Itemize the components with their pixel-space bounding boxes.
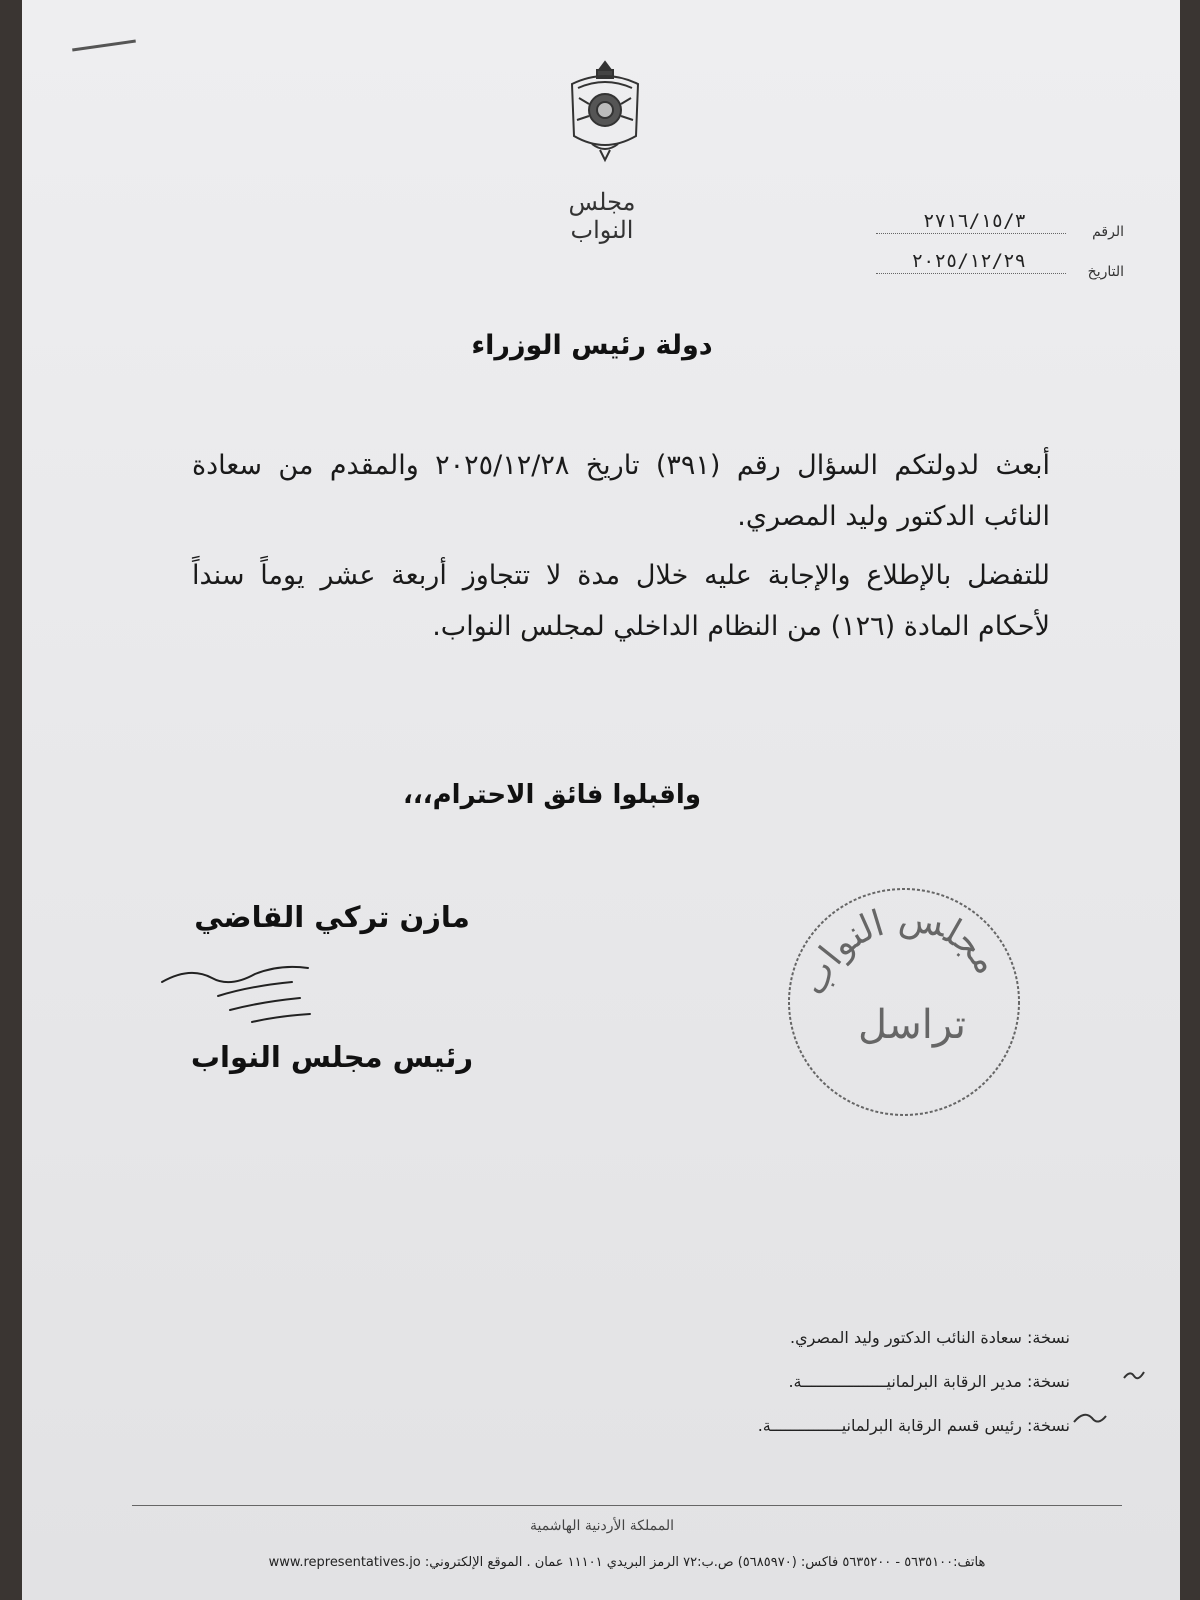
stamp-top-text: مجلس النواب xyxy=(792,897,1008,1002)
copy-line-2: نسخة: مدير الرقابة البرلمانيــــــــــــــــــة. xyxy=(788,1372,1070,1391)
paragraph-1: أبعث لدولتكم السؤال رقم (٣٩١) تاريخ ٢٠٢٥/١٢/٢٨ والمقدم من سعادة النائب الدكتور وليد المصري. xyxy=(192,450,1051,532)
parliament-logo-text: مجلس النواب xyxy=(568,188,636,244)
letter-page xyxy=(22,0,1180,1600)
reference-value: ٢٧١٦/١٥/٣ xyxy=(923,210,1026,232)
handwritten-signature-icon xyxy=(160,960,320,1030)
svg-text:مجلس النواب xyxy=(793,897,1008,1001)
signer-title: رئيس مجلس النواب xyxy=(190,1040,474,1074)
footer-logo-text: المملكة الأردنية الهاشمية xyxy=(529,1518,675,1534)
reference-underline xyxy=(876,233,1066,234)
addressee: دولة رئيس الوزراء xyxy=(471,330,713,361)
signer-name: مازن تركي القاضي xyxy=(194,900,470,934)
reference-row xyxy=(864,204,1124,240)
handwritten-tick-icon xyxy=(1122,1366,1148,1386)
copy-line-1: نسخة: سعادة النائب الدكتور وليد المصري. xyxy=(789,1328,1070,1347)
date-value: ٢٠٢٥/١٢/٢٩ xyxy=(911,250,1026,272)
paragraph-2: للتفضل بالإطلاع والإجابة عليه خلال مدة لا تتجاوز أربعة عشر يوماً سنداً لأحكام المادة (١٢٦) من النظام الداخلي لمجلس النواب. xyxy=(192,560,1050,642)
footer-contact-info: هاتف:٥٦٣٥١٠٠ - ٥٦٣٥٢٠٠ فاكس: (٥٦٨٥٩٧٠) ص.ب:٧٢ الرمز البريدي ١١١٠١ عمان . الموقع الإلكتروني: www.representatives.jo xyxy=(268,1555,986,1570)
date-underline xyxy=(876,273,1066,274)
pen-mark xyxy=(72,40,136,52)
coat-of-arms-icon xyxy=(562,58,648,170)
date-row xyxy=(864,244,1124,280)
date-label: التاريخ xyxy=(1087,264,1124,280)
closing-phrase: واقبلوا فائق الاحترام،،، xyxy=(402,780,702,810)
official-stamp xyxy=(772,880,1032,1120)
reference-label: الرقم xyxy=(1092,224,1124,240)
copy-line-3: نسخة: رئيس قسم الرقابة البرلمانيـــــــــــــــة. xyxy=(757,1416,1070,1435)
handwritten-mark-icon xyxy=(1072,1408,1108,1430)
letter-body xyxy=(192,440,1050,660)
footer-divider xyxy=(132,1505,1122,1506)
stamp-center-text: تراسل xyxy=(857,1002,967,1048)
